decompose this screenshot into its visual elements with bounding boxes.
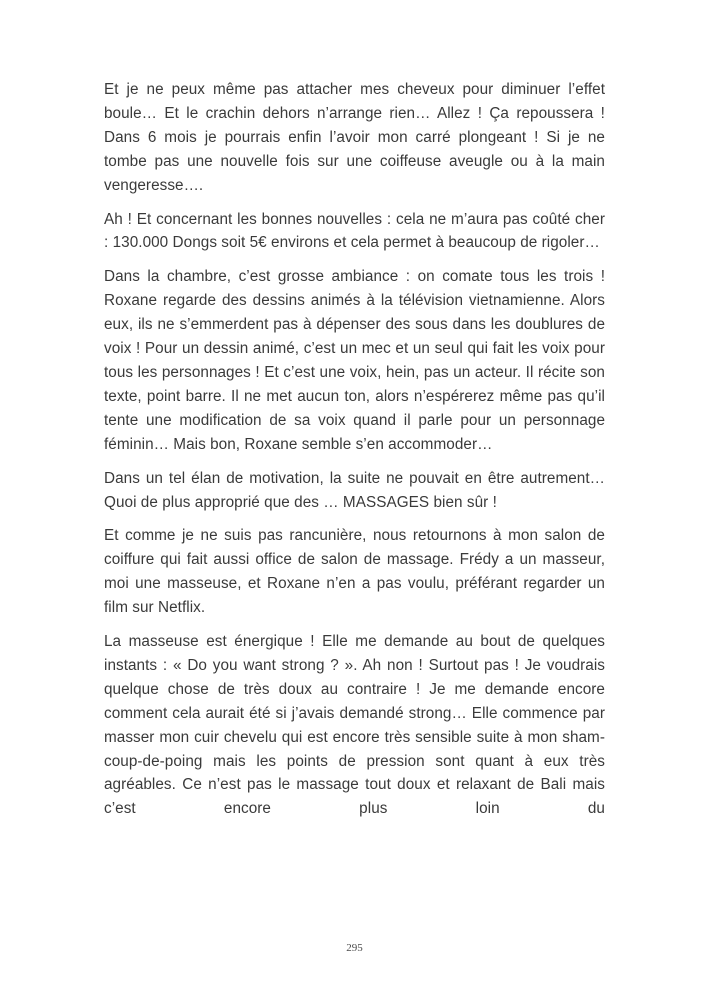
paragraph-5: Et comme je ne suis pas rancunière, nous retournons à mon salon de coiffure qui fait aussi office de salon de massage. Frédy a un masseur, moi une masseuse, et Roxane n’en a pas voulu, préférant regarder un film sur Netflix. [104,527,605,617]
paragraph-6: La masseuse est énergique ! Elle me demande au bout de quelques instants : « Do you want strong ? ». Ah non ! Surtout pas ! Je voudrais quelque chose de très doux au contraire ! Je me demande encore comment cela aurait été si j’avais demandé strong… Elle commence par masser mon cuir chevelu qui est encore très sensible suite à mon sham-coup-de-poing mais les points de pression sont quant à eux très agréables. Ce n’est pas le massage tout doux et relaxant de Bali mais c’est encore plus loin du [104,633,605,818]
paragraph-4: Dans un tel élan de motivation, la suite ne pouvait en être autrement… Quoi de plus approprié que des … MASSAGES bien sûr ! [104,469,605,511]
page-number: 295 [346,942,363,954]
body-text [104,78,605,821]
paragraph-2: Ah ! Et concernant les bonnes nouvelles : cela ne m’aura pas coûté cher : 130.000 Dongs soit 5€ environs et cela permet à beaucoup de rigoler… [104,210,605,252]
paragraph-1: Et je ne peux même pas attacher mes cheveux pour diminuer l’effet boule… Et le crachin dehors n’arrange rien… Allez ! Ça repoussera ! Dans 6 mois je pourrais enfin l’avoir mon carré plongeant ! Si je ne tombe pas une nouvelle fois sur une coiffeuse aveugle ou à la main vengeresse…. [104,81,605,194]
paragraph-3: Dans la chambre, c’est grosse ambiance : on comate tous les trois ! Roxane regarde des dessins animés à la télévision vietnamienne. Alors eux, ils ne s’emmerdent pas à dépenser des sous dans les doublures de voix ! Pour un dessin animé, c’est un mec et un seul qui fait les voix pour tous les personnages ! Et c’est une voix, hein, pas un acteur. Il récite son texte, point barre. Il ne met aucun ton, alors n’espérerez même pas qu’il tente une modification de sa voix quand il parle pour un personnage féminin… Mais bon, Roxane semble s’en accommoder… [104,268,605,453]
